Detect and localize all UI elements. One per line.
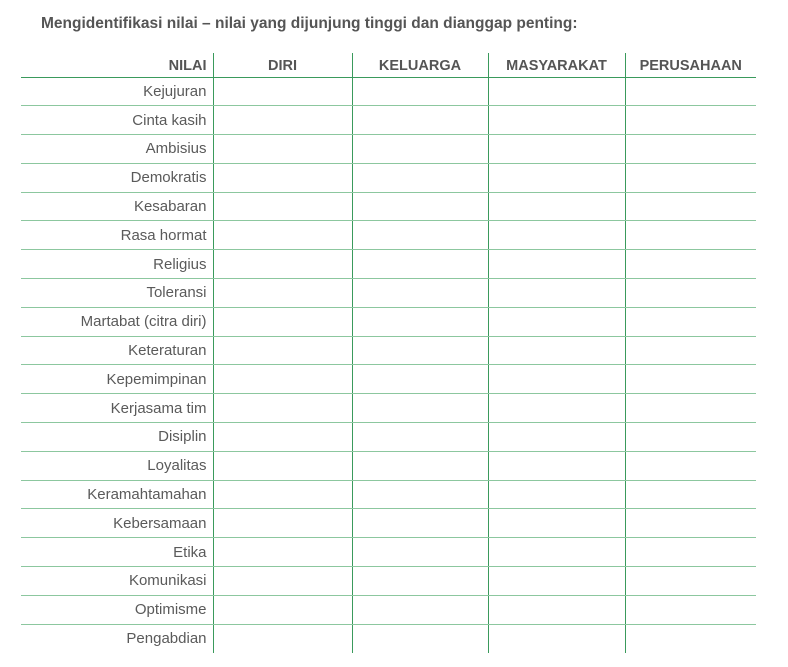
cell-diri[interactable]: [213, 336, 352, 365]
cell-perusahaan[interactable]: [625, 509, 756, 538]
cell-masyarakat[interactable]: [488, 509, 625, 538]
cell-masyarakat[interactable]: [488, 279, 625, 308]
table-row: [21, 307, 756, 336]
value-label: Keramahtamahan: [21, 480, 213, 509]
cell-keluarga[interactable]: [352, 221, 488, 250]
value-label: Disiplin: [21, 423, 213, 452]
value-label: Ambisius: [21, 135, 213, 164]
cell-keluarga[interactable]: [352, 451, 488, 480]
value-label: Cinta kasih: [21, 106, 213, 135]
table-row: [21, 624, 756, 653]
cell-keluarga[interactable]: [352, 365, 488, 394]
cell-perusahaan[interactable]: [625, 394, 756, 423]
cell-perusahaan[interactable]: [625, 221, 756, 250]
value-label: Kepemimpinan: [21, 365, 213, 394]
value-label: Kejujuran: [21, 77, 213, 106]
value-label: Martabat (citra diri): [21, 307, 213, 336]
table-row: [21, 365, 756, 394]
value-label: Kerjasama tim: [21, 394, 213, 423]
table-row: [21, 394, 756, 423]
cell-keluarga[interactable]: [352, 163, 488, 192]
cell-masyarakat[interactable]: [488, 451, 625, 480]
header-perusahaan: PERUSAHAAN: [625, 53, 756, 77]
cell-diri[interactable]: [213, 106, 352, 135]
table-row: [21, 279, 756, 308]
cell-diri[interactable]: [213, 221, 352, 250]
cell-masyarakat[interactable]: [488, 192, 625, 221]
table-row: [21, 163, 756, 192]
cell-perusahaan[interactable]: [625, 135, 756, 164]
cell-perusahaan[interactable]: [625, 336, 756, 365]
cell-diri[interactable]: [213, 480, 352, 509]
cell-keluarga[interactable]: [352, 279, 488, 308]
worksheet-title: Mengidentifikasi nilai – nilai yang dijunjung tinggi dan dianggap penting:: [41, 15, 578, 32]
header-masyarakat: MASYARAKAT: [488, 53, 625, 77]
value-label: Rasa hormat: [21, 221, 213, 250]
cell-keluarga[interactable]: [352, 307, 488, 336]
header-row: [21, 53, 756, 77]
value-label: Komunikasi: [21, 567, 213, 596]
cell-diri[interactable]: [213, 423, 352, 452]
table-row: [21, 480, 756, 509]
cell-keluarga[interactable]: [352, 509, 488, 538]
cell-diri[interactable]: [213, 135, 352, 164]
cell-perusahaan[interactable]: [625, 595, 756, 624]
cell-masyarakat[interactable]: [488, 394, 625, 423]
cell-diri[interactable]: [213, 538, 352, 567]
cell-keluarga[interactable]: [352, 624, 488, 653]
cell-perusahaan[interactable]: [625, 77, 756, 106]
cell-keluarga[interactable]: [352, 567, 488, 596]
cell-keluarga[interactable]: [352, 77, 488, 106]
value-label: Pengabdian: [126, 630, 207, 648]
cell-diri[interactable]: [213, 250, 352, 279]
cell-masyarakat[interactable]: [488, 221, 625, 250]
cell-diri[interactable]: [213, 567, 352, 596]
cell-diri[interactable]: [213, 192, 352, 221]
cell-keluarga[interactable]: [352, 336, 488, 365]
cell-keluarga[interactable]: [352, 135, 488, 164]
table-row: [21, 423, 756, 452]
cell-diri[interactable]: [213, 279, 352, 308]
cell-diri[interactable]: [213, 624, 352, 653]
cell-keluarga[interactable]: [352, 106, 488, 135]
cell-keluarga[interactable]: [352, 538, 488, 567]
cell-perusahaan[interactable]: [625, 250, 756, 279]
cell-keluarga[interactable]: [352, 250, 488, 279]
table-row: [21, 595, 756, 624]
table-row: [21, 192, 756, 221]
cell-masyarakat[interactable]: [488, 538, 625, 567]
table-row: [21, 509, 756, 538]
cell-keluarga[interactable]: [352, 394, 488, 423]
cell-perusahaan[interactable]: [625, 538, 756, 567]
cell-perusahaan[interactable]: [625, 307, 756, 336]
values-table: [21, 53, 756, 653]
header-keluarga: KELUARGA: [352, 53, 488, 77]
table-row: [21, 538, 756, 567]
cell-masyarakat[interactable]: [488, 135, 625, 164]
header-diri: DIRI: [213, 53, 352, 77]
table-row: [21, 336, 756, 365]
cell-masyarakat[interactable]: [488, 595, 625, 624]
cell-keluarga[interactable]: [352, 192, 488, 221]
cell-perusahaan[interactable]: [625, 192, 756, 221]
cell-perusahaan[interactable]: [625, 567, 756, 596]
cell-diri[interactable]: [213, 394, 352, 423]
cell-perusahaan[interactable]: [625, 451, 756, 480]
cell-diri[interactable]: [213, 595, 352, 624]
value-label: Kebersamaan: [21, 509, 213, 538]
table-row: [21, 567, 756, 596]
value-label: Religius: [21, 250, 213, 279]
value-label: Toleransi: [21, 279, 213, 308]
cell-diri[interactable]: [213, 77, 352, 106]
cell-diri[interactable]: [213, 451, 352, 480]
cell-keluarga[interactable]: [352, 595, 488, 624]
cell-masyarakat[interactable]: [488, 307, 625, 336]
value-label: Kesabaran: [21, 192, 213, 221]
value-label: Demokratis: [21, 163, 213, 192]
cell-perusahaan[interactable]: [625, 163, 756, 192]
cell-perusahaan[interactable]: [625, 279, 756, 308]
cell-masyarakat[interactable]: [488, 624, 625, 653]
table-row: [21, 221, 756, 250]
cell-masyarakat[interactable]: [488, 423, 625, 452]
table-row: [21, 451, 756, 480]
table-row: [21, 77, 756, 106]
cell-masyarakat[interactable]: [488, 250, 625, 279]
cell-diri[interactable]: [213, 163, 352, 192]
header-nilai: NILAI: [21, 53, 213, 77]
value-label: Keteraturan: [21, 336, 213, 365]
cell-perusahaan[interactable]: [625, 365, 756, 394]
cell-diri[interactable]: [213, 509, 352, 538]
cell-masyarakat[interactable]: [488, 336, 625, 365]
table-row: [21, 135, 756, 164]
value-label: Etika: [21, 538, 213, 567]
cell-keluarga[interactable]: [352, 480, 488, 509]
cell-perusahaan[interactable]: [625, 480, 756, 509]
cell-diri[interactable]: [213, 307, 352, 336]
table-row: [21, 106, 756, 135]
cell-masyarakat[interactable]: [488, 480, 625, 509]
cell-masyarakat[interactable]: [488, 163, 625, 192]
cell-masyarakat[interactable]: [488, 77, 625, 106]
cell-masyarakat[interactable]: [488, 106, 625, 135]
cell-masyarakat[interactable]: [488, 365, 625, 394]
value-label: Optimisme: [21, 595, 213, 624]
value-label: Loyalitas: [21, 451, 213, 480]
table-row: [21, 250, 756, 279]
cell-perusahaan[interactable]: [625, 624, 756, 653]
cell-keluarga[interactable]: [352, 423, 488, 452]
cell-masyarakat[interactable]: [488, 567, 625, 596]
cell-diri[interactable]: [213, 365, 352, 394]
cell-perusahaan[interactable]: [625, 423, 756, 452]
cell-perusahaan[interactable]: [625, 106, 756, 135]
